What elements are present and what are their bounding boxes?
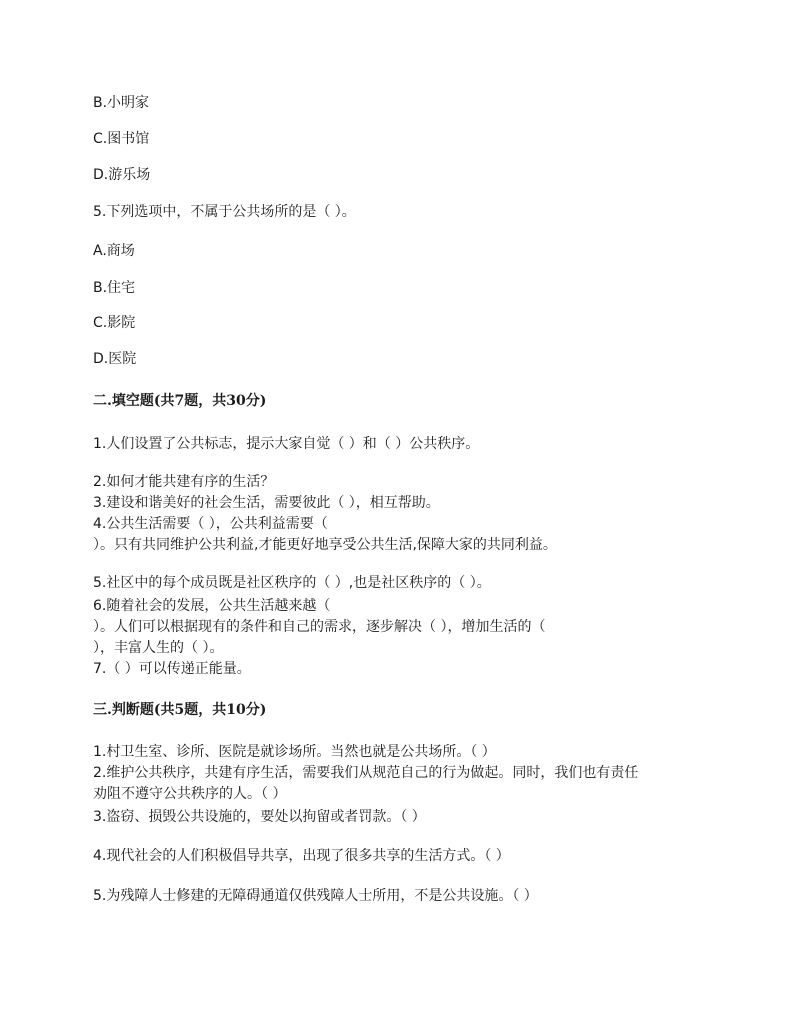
section-2-heading: 二.填空题(共7题，共30分)	[93, 393, 267, 409]
fill-blank-item-1: 1.人们设置了公共标志，提示大家自觉（ ）和（ ）公共秩序。	[93, 436, 480, 452]
judgement-item-5: 5.为残障人士修建的无障碍通道仅供残障人士所用，不是公共设施。（ ）	[93, 888, 538, 904]
question-5-option-c: C.影院	[93, 315, 136, 331]
fill-blank-item-4-line-1: 4.公共生活需要（ ），公共利益需要（	[93, 516, 328, 532]
judgement-item-2-line-2: 劝阻不遵守公共秩序的人。（ ）	[93, 786, 287, 802]
judgement-item-1: 1.村卫生室、诊所、医院是就诊场所。当然也就是公共场所。（ ）	[93, 744, 496, 760]
judgement-item-2-line-1: 2.维护公共秩序，共建有序生活，需要我们从规范自己的行为做起。同时，我们也有责任	[93, 765, 639, 781]
fill-blank-item-6-line-3: ），丰富人生的（ ）。	[93, 640, 224, 656]
fill-blank-item-7: 7.（ ）可以传递正能量。	[93, 661, 251, 677]
question-5-option-d: D.医院	[93, 351, 137, 367]
fill-blank-item-6-line-2: ）。人们可以根据现有的条件和自己的需求，逐步解决（ ），增加生活的（	[93, 619, 546, 635]
section-3-heading: 三.判断题(共5题，共10分)	[93, 702, 267, 718]
question-5-option-a: A.商场	[93, 243, 135, 259]
judgement-item-4: 4.现代社会的人们积极倡导共享，出现了很多共享的生活方式。（ ）	[93, 848, 510, 864]
option-b-text: B.小明家	[93, 95, 150, 111]
question-5-option-b: B.住宅	[93, 280, 136, 296]
question-5-stem: 5.下列选项中，不属于公共场所的是（ ）。	[93, 204, 356, 220]
fill-blank-item-2: 2.如何才能共建有序的生活？	[93, 474, 275, 490]
option-c-text: C.图书馆	[93, 131, 150, 147]
fill-blank-item-6-line-1: 6.随着社会的发展，公共生活越来越（	[93, 598, 331, 614]
fill-blank-item-3: 3.建设和谐美好的社会生活，需要彼此（ ），相互帮助。	[93, 495, 440, 511]
fill-blank-item-5: 5.社区中的每个成员既是社区秩序的（ ）,也是社区秩序的（ ）。	[93, 575, 491, 591]
fill-blank-item-4-line-2: ）。只有共同维护公共利益,才能更好地享受公共生活,保障大家的共同利益。	[93, 537, 557, 553]
judgement-item-3: 3.盗窃、损毁公共设施的，要处以拘留或者罚款。（ ）	[93, 809, 426, 825]
option-d-text: D.游乐场	[93, 167, 151, 183]
